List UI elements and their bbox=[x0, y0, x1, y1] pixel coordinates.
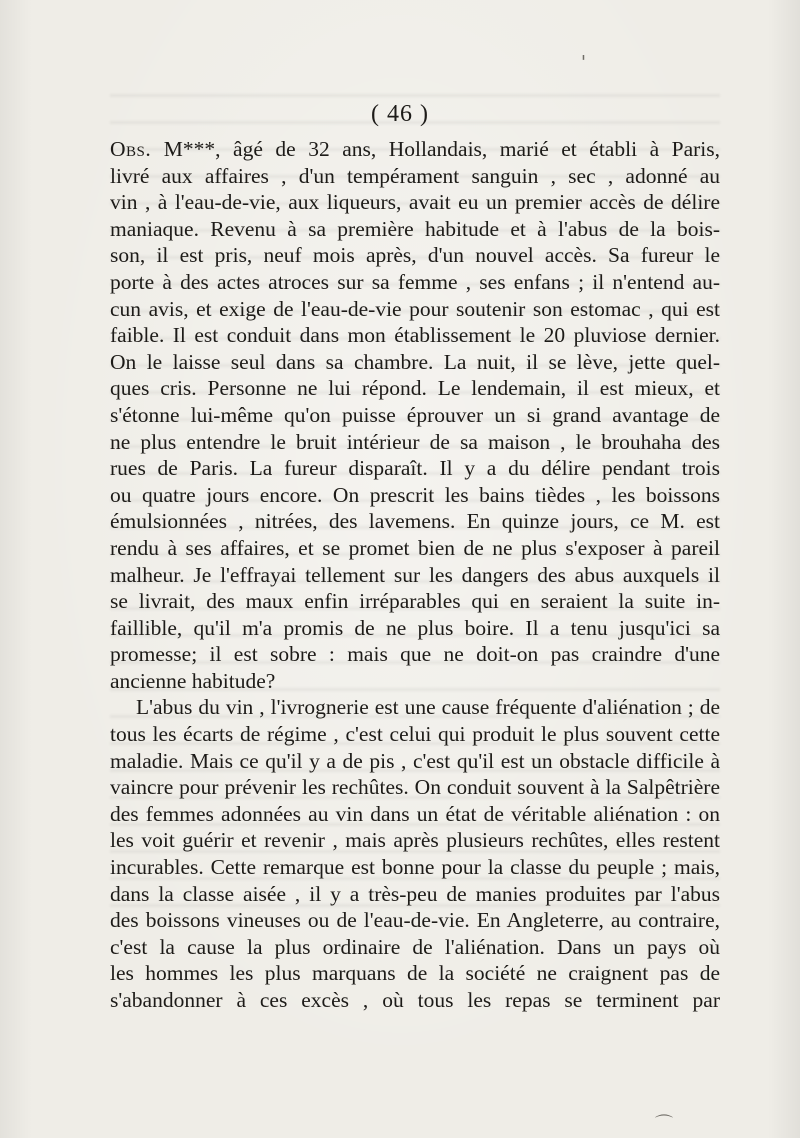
text-line: s'étonne lui-même qu'on puisse éprouver un si grand avantage de bbox=[110, 402, 720, 427]
page-number: ( 46 ) bbox=[371, 101, 429, 127]
text-line: maniaque. Revenu à sa première habitude et à l'abus de la bois- bbox=[110, 216, 720, 241]
text-line: son, il est pris, neuf mois après, d'un nouvel accès. Sa fureur le bbox=[110, 243, 720, 268]
margin-mark-bottom: ⌒ bbox=[655, 1114, 673, 1135]
text-line: faillible, qu'il m'a promis de ne plus boire. Il a tenu jusqu'ici sa bbox=[110, 615, 720, 640]
text-line: On le laisse seul dans sa chambre. La nuit, il se lève, jette quel- bbox=[110, 349, 720, 374]
text-line: incurables. Cette remarque est bonne pour la classe du peuple ; mais, bbox=[110, 855, 720, 880]
text-line: rues de Paris. La fureur disparaît. Il y a du délire pendant trois bbox=[110, 456, 720, 481]
text-line: des femmes adonnées au vin dans un état de véritable aliénation : on bbox=[110, 801, 720, 826]
text-line: porte à des actes atroces sur sa femme , ses enfans ; il n'entend au- bbox=[110, 269, 720, 294]
text-line: les hommes les plus marquans de la société ne craignent pas de bbox=[110, 961, 720, 986]
text-line: émulsionnées , nitrées, des lavemens. En quinze jours, ce M. est bbox=[110, 509, 720, 534]
text-line: des boissons vineuses ou de l'eau-de-vie. En Angleterre, au contraire, bbox=[110, 908, 720, 933]
text-line: c'est la cause la plus ordinaire de l'aliénation. Dans un pays où bbox=[110, 934, 720, 959]
text-line: livré aux affaires , d'un tempérament sanguin , sec , adonné au bbox=[110, 163, 720, 188]
text-line: ques cris. Personne ne lui répond. Le lendemain, il est mieux, et bbox=[110, 376, 720, 401]
commentary-paragraph bbox=[110, 694, 720, 1013]
margin-mark-top: ' bbox=[581, 52, 586, 73]
text-line: ancienne habitude? bbox=[110, 668, 276, 693]
text-line: se livrait, des maux enfin irréparables qui en seraient la suite in- bbox=[110, 589, 720, 614]
text-line: promesse; il est sobre : mais que ne doit-on pas craindre d'une bbox=[110, 642, 720, 667]
text-line: vaincre pour prévenir les rechûtes. On conduit souvent à la Salpêtrière bbox=[110, 775, 720, 800]
text-line: maladie. Mais ce qu'il y a de pis , c'est qu'il est un obstacle difficile à bbox=[110, 748, 720, 773]
text-line bbox=[110, 136, 720, 163]
text-line: ne plus entendre le bruit intérieur de sa maison , le brouhaha des bbox=[110, 429, 720, 454]
text-line: les voit guérir et revenir , mais après plusieurs rechûtes, elles restent bbox=[110, 828, 720, 853]
observation-label: Obs. bbox=[110, 137, 152, 161]
text-line: rendu à ses affaires, et se promet bien de ne plus s'exposer à pareil bbox=[110, 535, 720, 560]
text-line: s'abandonner à ces excès , où tous les repas se terminent par bbox=[110, 988, 720, 1012]
text-line: dans la classe aisée , il y a très-peu de manies produites par l'abus bbox=[110, 881, 720, 906]
text-line: vin , à l'eau-de-vie, aux liqueurs, avait eu un premier accès de délire bbox=[110, 190, 720, 215]
observation-paragraph bbox=[110, 136, 720, 694]
text-line: ou quatre jours encore. On prescrit les bains tièdes , les boissons bbox=[110, 482, 720, 507]
text-line: L'abus du vin , l'ivrognerie est une cause fréquente d'aliénation ; de bbox=[136, 695, 720, 720]
text-line: malheur. Je l'effrayai tellement sur les dangers des abus auxquels il bbox=[110, 562, 720, 587]
text-line: tous les écarts de régime , c'est celui qui produit le plus souvent cette bbox=[110, 722, 720, 747]
text-block bbox=[110, 136, 720, 1014]
text-line: cun avis, et exige de l'eau-de-vie pour soutenir son estomac , qui est bbox=[110, 296, 720, 321]
text-line: faible. Il est conduit dans mon établissement le 20 pluviose dernier. bbox=[110, 323, 720, 348]
text-line-content: M***, âgé de 32 ans, Hollandais, marié et établi à Paris, bbox=[151, 137, 720, 161]
